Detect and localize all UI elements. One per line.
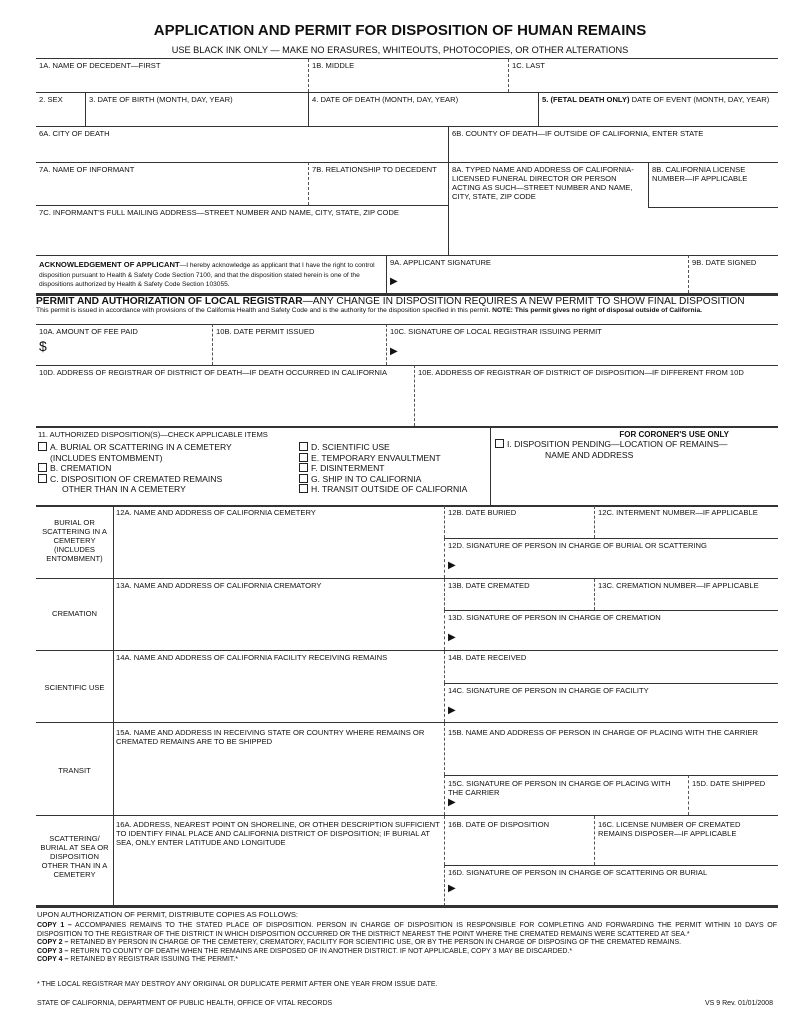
- field-16d-signature[interactable]: 16D. SIGNATURE OF PERSON IN CHARGE OF SCATTERING OR BURIAL ▶: [444, 865, 778, 906]
- arrow-icon: ▶: [390, 276, 398, 287]
- form-title: APPLICATION AND PERMIT FOR DISPOSITION OF HUMAN REMAINS: [153, 22, 647, 39]
- arrow-icon: ▶: [448, 632, 456, 643]
- field-11-label: 11. AUTHORIZED DISPOSITION(S)—CHECK APPLICABLE ITEMS: [38, 430, 268, 439]
- copy-4: COPY 4 – RETAINED BY REGISTRAR ISSUING THE PERMIT.*: [37, 956, 238, 964]
- field-12c[interactable]: 12C. INTERMENT NUMBER—IF APPLICABLE: [594, 506, 778, 538]
- permit-note: This permit is issued in accordance with provisions of the California Health and Safety Code and is the authority for the disposition specified in this permit. NOTE: This permit gives no right of disposal outside of California.: [36, 307, 703, 314]
- arrow-icon: ▶: [448, 560, 456, 571]
- field-9b[interactable]: 9B. DATE SIGNED: [688, 255, 778, 293]
- field-7a[interactable]: 7A. NAME OF INFORMANT: [36, 162, 308, 205]
- checkbox-c-cremated-remains[interactable]: C. DISPOSITION OF CREMATED REMAINS: [38, 474, 232, 485]
- field-10b[interactable]: 10B. DATE PERMIT ISSUED: [212, 324, 386, 365]
- checkbox-h[interactable]: H. TRANSIT OUTSIDE OF CALIFORNIA: [299, 484, 467, 495]
- field-16b[interactable]: 16B. DATE OF DISPOSITION: [444, 816, 594, 865]
- coroner-section: FOR CORONER'S USE ONLY I. DISPOSITION PENDING—LOCATION OF REMAINS— NAME AND ADDRESS: [490, 428, 779, 505]
- field-15c-signature[interactable]: 15C. SIGNATURE OF PERSON IN CHARGE OF PLACING WITH THE CARRIER ▶: [444, 775, 688, 815]
- field-13d-signature[interactable]: 13D. SIGNATURE OF PERSON IN CHARGE OF CREMATION ▶: [444, 610, 778, 650]
- field-2-sex[interactable]: 2. SEX: [36, 92, 85, 126]
- field-7b[interactable]: 7B. RELATIONSHIP TO DECEDENT: [308, 162, 448, 205]
- section-scattering: SCATTERING/ BURIAL AT SEA OR DISPOSITION OTHER THAN IN A CEMETERY: [40, 834, 109, 879]
- field-12d-signature[interactable]: 12D. SIGNATURE OF PERSON IN CHARGE OF BURIAL OR SCATTERING ▶: [444, 538, 778, 578]
- disposition-options-middle: [299, 442, 467, 495]
- checkbox-b-cremation[interactable]: B. CREMATION: [38, 463, 232, 474]
- checkbox-d[interactable]: D. SCIENTIFIC USE: [299, 442, 467, 453]
- acknowledgement-text: ACKNOWLEDGEMENT OF APPLICANT—I hereby acknowledge as applicant that I have the right to control disposition pursuant to Health & Safety Code Section 7100, and that the disposition stated herein is one of the dispositions authorized by Health & Safety Code Section 103055.: [36, 255, 386, 293]
- field-4-dod[interactable]: 4. DATE OF DEATH (MONTH, DAY, YEAR): [308, 92, 538, 126]
- field-10a-fee[interactable]: 10A. AMOUNT OF FEE PAID $: [36, 324, 212, 365]
- copy-instructions: [37, 922, 777, 965]
- field-13b[interactable]: 13B. DATE CREMATED: [444, 579, 594, 610]
- checkbox-f[interactable]: F. DISINTERMENT: [299, 463, 467, 474]
- field-12b[interactable]: 12B. DATE BURIED: [444, 506, 594, 538]
- field-6b[interactable]: 6B. COUNTY OF DEATH—IF OUTSIDE OF CALIFORNIA, ENTER STATE: [448, 126, 778, 162]
- footnote: * THE LOCAL REGISTRAR MAY DESTROY ANY ORIGINAL OR DUPLICATE PERMIT AFTER ONE YEAR FROM ISSUE DATE.: [37, 981, 438, 988]
- field-12a[interactable]: 12A. NAME AND ADDRESS OF CALIFORNIA CEMETERY: [116, 508, 316, 517]
- field-14b[interactable]: 14B. DATE RECEIVED: [444, 651, 778, 683]
- field-1c[interactable]: 1C. LAST: [508, 59, 778, 92]
- form-number: VS 9 Rev. 01/01/2008: [705, 1000, 773, 1007]
- field-16a[interactable]: 16A. ADDRESS, NEAREST POINT ON SHORELINE, OR OTHER DESCRIPTION SUFFICIENT TO IDENTIFY FINAL PLACE AND CALIFORNIA DISTRICT OF DISPOSITION; IF BURIAL AT SEA, ONLY ENTER LATITUDE AND LONGITUDE: [116, 820, 440, 847]
- agency-name: STATE OF CALIFORNIA, DEPARTMENT OF PUBLIC HEALTH, OFFICE OF VITAL RECORDS: [37, 1000, 333, 1007]
- field-3-dob[interactable]: 3. DATE OF BIRTH (MONTH, DAY, YEAR): [85, 92, 308, 126]
- disposition-options-left: A. BURIAL OR SCATTERING IN A CEMETERY (INCLUDES ENTOMBMENT) B. CREMATION C. DISPOSITION OF CREMATED REMAINS OTHER THAN IN A CEMETERY: [38, 442, 232, 495]
- field-14a[interactable]: 14A. NAME AND ADDRESS OF CALIFORNIA FACILITY RECEIVING REMAINS: [116, 653, 388, 662]
- field-13c[interactable]: 13C. CREMATION NUMBER—IF APPLICABLE: [594, 579, 778, 610]
- permit-heading: PERMIT AND AUTHORIZATION OF LOCAL REGISTRAR—ANY CHANGE IN DISPOSITION REQUIRES A NEW PERMIT TO SHOW FINAL DISPOSITION: [36, 296, 745, 307]
- field-16c[interactable]: 16C. LICENSE NUMBER OF CREMATED REMAINS DISPOSER—IF APPLICABLE: [594, 816, 778, 865]
- field-5-fetal[interactable]: 5. (FETAL DEATH ONLY) DATE OF EVENT (MONTH, DAY, YEAR): [538, 92, 778, 126]
- field-1b[interactable]: 1B. MIDDLE: [308, 59, 508, 92]
- section-cremation: CREMATION: [52, 609, 97, 618]
- field-6a[interactable]: 6A. CITY OF DEATH: [36, 126, 448, 162]
- field-15d[interactable]: 15D. DATE SHIPPED: [688, 775, 778, 815]
- field-14c-signature[interactable]: 14C. SIGNATURE OF PERSON IN CHARGE OF FACILITY ▶: [444, 683, 778, 722]
- arrow-icon: ▶: [448, 883, 456, 894]
- arrow-icon: ▶: [390, 346, 398, 357]
- field-9a-signature[interactable]: 9A. APPLICANT SIGNATURE ▶: [386, 255, 688, 293]
- field-7c[interactable]: 7C. INFORMANT'S FULL MAILING ADDRESS—STREET NUMBER AND NAME, CITY, STATE, ZIP CODE: [36, 205, 448, 255]
- form-subtitle: USE BLACK INK ONLY — MAKE NO ERASURES, WHITEOUTS, PHOTOCOPIES, OR OTHER ALTERATIONS: [171, 45, 629, 55]
- checkbox-i[interactable]: I. DISPOSITION PENDING—LOCATION OF REMAINS— NAME AND ADDRESS: [491, 439, 779, 460]
- field-15a[interactable]: 15A. NAME AND ADDRESS IN RECEIVING STATE OR COUNTRY WHERE REMAINS OR CREMATED REMAINS ARE TO BE SHIPPED: [116, 728, 425, 746]
- field-1a[interactable]: 1A. NAME OF DECEDENT—FIRST: [39, 61, 161, 70]
- field-10c-signature[interactable]: 10C. SIGNATURE OF LOCAL REGISTRAR ISSUING PERMIT ▶: [386, 324, 778, 365]
- distribution-heading: UPON AUTHORIZATION OF PERMIT, DISTRIBUTE COPIES AS FOLLOWS:: [37, 910, 299, 919]
- checkbox-e[interactable]: E. TEMPORARY ENVAULTMENT: [299, 453, 467, 464]
- checkbox-g[interactable]: G. SHIP IN TO CALIFORNIA: [299, 474, 467, 485]
- field-8b[interactable]: 8B. CALIFORNIA LICENSE NUMBER—IF APPLICABLE: [648, 162, 778, 208]
- arrow-icon: ▶: [448, 797, 456, 808]
- section-transit: TRANSIT: [58, 766, 91, 775]
- field-15b[interactable]: 15B. NAME AND ADDRESS OF PERSON IN CHARGE OF PLACING WITH THE CARRIER: [444, 723, 778, 775]
- field-10d[interactable]: 10D. ADDRESS OF REGISTRAR OF DISTRICT OF DEATH—IF DEATH OCCURRED IN CALIFORNIA: [36, 365, 414, 426]
- section-scientific: SCIENTIFIC USE: [44, 683, 105, 692]
- field-13a[interactable]: 13A. NAME AND ADDRESS OF CALIFORNIA CREMATORY: [116, 581, 322, 590]
- checkbox-a-burial[interactable]: A. BURIAL OR SCATTERING IN A CEMETERY: [38, 442, 232, 453]
- copy-2: COPY 2 – RETAINED BY PERSON IN CHARGE OF THE CEMETERY, CREMATORY, FACILITY FOR SCIENTIFIC USE, OR BY THE PERSON IN CHARGE OF DISPOSING OF THE CREMATED REMAINS.: [37, 939, 682, 947]
- arrow-icon: ▶: [448, 705, 456, 716]
- copy-1: COPY 1 – ACCOMPANIES REMAINS TO THE STATED PLACE OF DISPOSITION. PERSON IN CHARGE OF DISPOSITION IS RESPONSIBLE FOR COMPLETING AND FORWARDING THE PERMIT WITHIN 10 DAYS OF DISPOSITION TO THE REGISTRAR OF THE DISTRICT IN WHICH DISPOSITION OCCURRED OR THE DISTRICT NEAREST THE POINT WHERE THE CREMATED REMAINS WERE SCATTERED AT SEA.*: [37, 922, 777, 938]
- field-8a[interactable]: 8A. TYPED NAME AND ADDRESS OF CALIFORNIA-LICENSED FUNERAL DIRECTOR OR PERSON ACTING AS SUCH—STREET NUMBER AND NAME, CITY, STATE, ZIP CODE: [448, 162, 648, 255]
- field-10e[interactable]: 10E. ADDRESS OF REGISTRAR OF DISTRICT OF DISPOSITION—IF DIFFERENT FROM 10D: [414, 365, 778, 426]
- section-burial: BURIAL OR SCATTERING IN A CEMETERY (INCLUDES ENTOMBMENT): [42, 518, 107, 563]
- copy-3: COPY 3 – RETURN TO COUNTY OF DEATH WHEN THE REMAINS ARE DISPOSED OF IN ANOTHER DISTRICT. IF NOT APPLICABLE, COPY 3 MAY BE DISCARDED.*: [37, 947, 573, 955]
